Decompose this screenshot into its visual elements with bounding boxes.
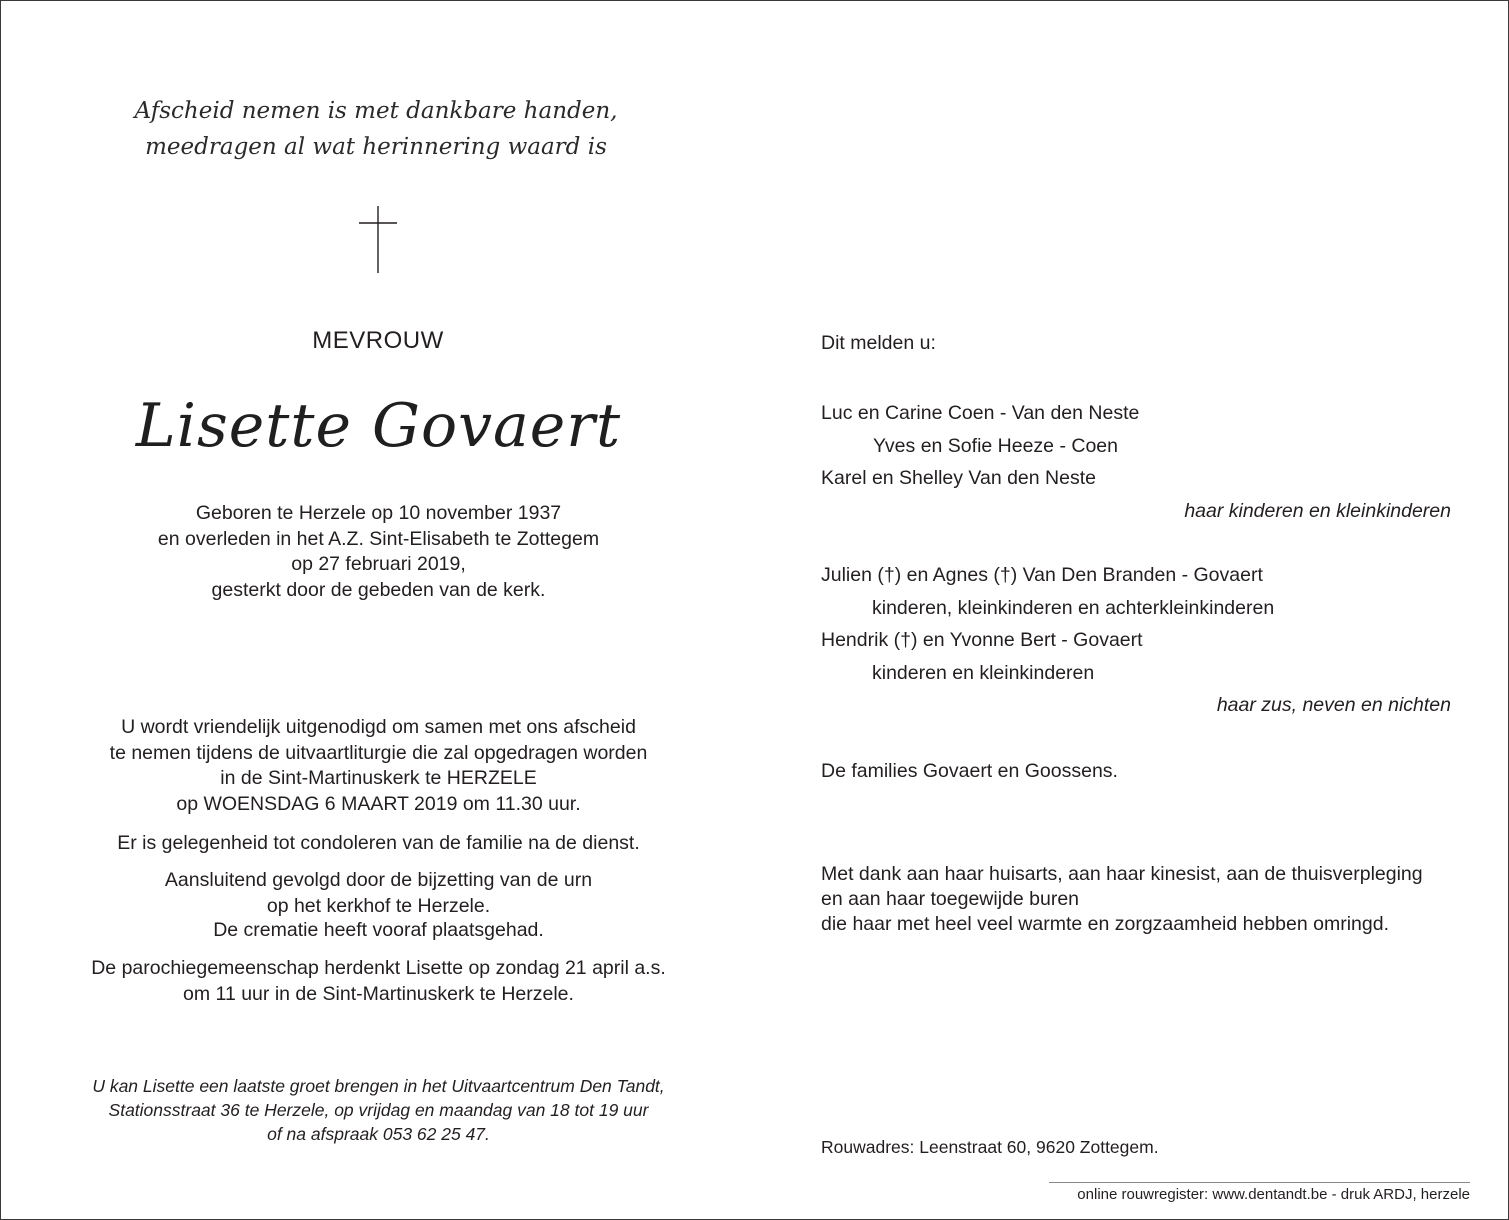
- announcers-intro: Dit melden u:: [821, 332, 936, 354]
- family-line: Hendrik (†) en Yvonne Bert - Govaert: [821, 629, 1143, 651]
- deceased-name: Lisette Govaert: [135, 391, 622, 461]
- family-line: kinderen, kleinkinderen en achterkleinkinderen: [872, 596, 1275, 619]
- invite-line-2: te nemen tijdens de uitvaartliturgie die zal opgedragen worden: [109, 741, 648, 764]
- families-line: De families Govaert en Goossens.: [821, 760, 1118, 782]
- mourning-address: Rouwadres: Leenstraat 60, 9620 Zottegem.: [821, 1137, 1159, 1157]
- siblings-group: [821, 559, 1451, 722]
- parish-line-1: De parochiegemeenschap herdenkt Lisette op zondag 21 april a.s.: [91, 957, 666, 979]
- visit-line-3: of na afspraak 053 62 25 47.: [267, 1124, 490, 1144]
- honorific-title: MEVROUW: [312, 327, 444, 354]
- parish-line-2: om 11 uur in de Sint-Martinuskerk te Herzele.: [183, 982, 574, 1005]
- invite-line-3: in de Sint-Martinuskerk te HERZELE: [220, 767, 537, 789]
- motto: [101, 93, 651, 165]
- condolence-note: [61, 831, 696, 857]
- invite-line-1: U wordt vriendelijk uitgenodigd om samen met ons afscheid: [121, 716, 636, 738]
- cremation-note: [61, 918, 696, 944]
- family-line: Karel en Shelley Van den Neste: [821, 467, 1096, 489]
- relation-tag: haar zus, neven en nichten: [1216, 694, 1451, 716]
- thanks-note: [821, 862, 1423, 937]
- family-line: Julien (†) en Agnes (†) Van Den Branden - Govaert: [821, 564, 1263, 586]
- visit-line-2: Stationsstraat 36 te Herzele, op vrijdag en maandag van 18 tot 19 uur: [108, 1100, 649, 1120]
- condolence-line: Er is gelegenheid tot condoleren van de familie na de dienst.: [117, 832, 640, 854]
- children-group: [821, 397, 1451, 527]
- motto-line-2: meedragen al wat herinnering waard is: [145, 134, 607, 160]
- cremation-line: De crematie heeft vooraf plaatsgehad.: [213, 919, 544, 941]
- visit-line-1: U kan Lisette een laatste groet brengen in het Uitvaartcentrum Den Tandt,: [92, 1076, 665, 1096]
- funeral-invitation: [61, 715, 696, 817]
- birth-line-1: Geboren te Herzele op 10 november 1937: [195, 502, 562, 524]
- birth-line-3: op 27 februari 2019,: [291, 553, 466, 575]
- burial-line-2: op het kerkhof te Herzele.: [266, 894, 491, 917]
- motto-line-1: Afscheid nemen is met dankbare handen,: [134, 98, 618, 124]
- thanks-line-2: en aan haar toegewijde buren: [821, 888, 1080, 910]
- relation-tag: haar kinderen en kleinkinderen: [1184, 499, 1451, 522]
- thanks-line-3: die haar met heel veel warmte en zorgzaamheid hebben omringd.: [821, 913, 1389, 935]
- birth-death-info: [71, 501, 686, 603]
- footer-divider: [1049, 1182, 1470, 1183]
- thanks-line-1: Met dank aan haar huisarts, aan haar kinesist, aan de thuisverpleging: [821, 863, 1423, 885]
- burial-line-1: Aansluitend gevolgd door de bijzetting van de urn: [164, 869, 593, 891]
- family-line: kinderen en kleinkinderen: [872, 661, 1095, 684]
- birth-line-4: gesterkt door de gebeden van de kerk.: [211, 578, 546, 601]
- birth-line-2: en overleden in het A.Z. Sint-Elisabeth te Zottegem: [157, 527, 600, 550]
- family-line: Luc en Carine Coen - Van den Neste: [821, 402, 1140, 424]
- visitation-info: [51, 1074, 706, 1146]
- burial-info: [61, 868, 696, 919]
- family-line: Yves en Sofie Heeze - Coen: [873, 434, 1118, 457]
- footer-credits: online rouwregister: www.dentandt.be - druk ARDJ, herzele: [1077, 1186, 1470, 1203]
- parish-remembrance: [61, 956, 696, 1007]
- invite-line-4: op WOENSDAG 6 MAART 2019 om 11.30 uur.: [176, 792, 581, 815]
- cross-icon: [353, 206, 403, 276]
